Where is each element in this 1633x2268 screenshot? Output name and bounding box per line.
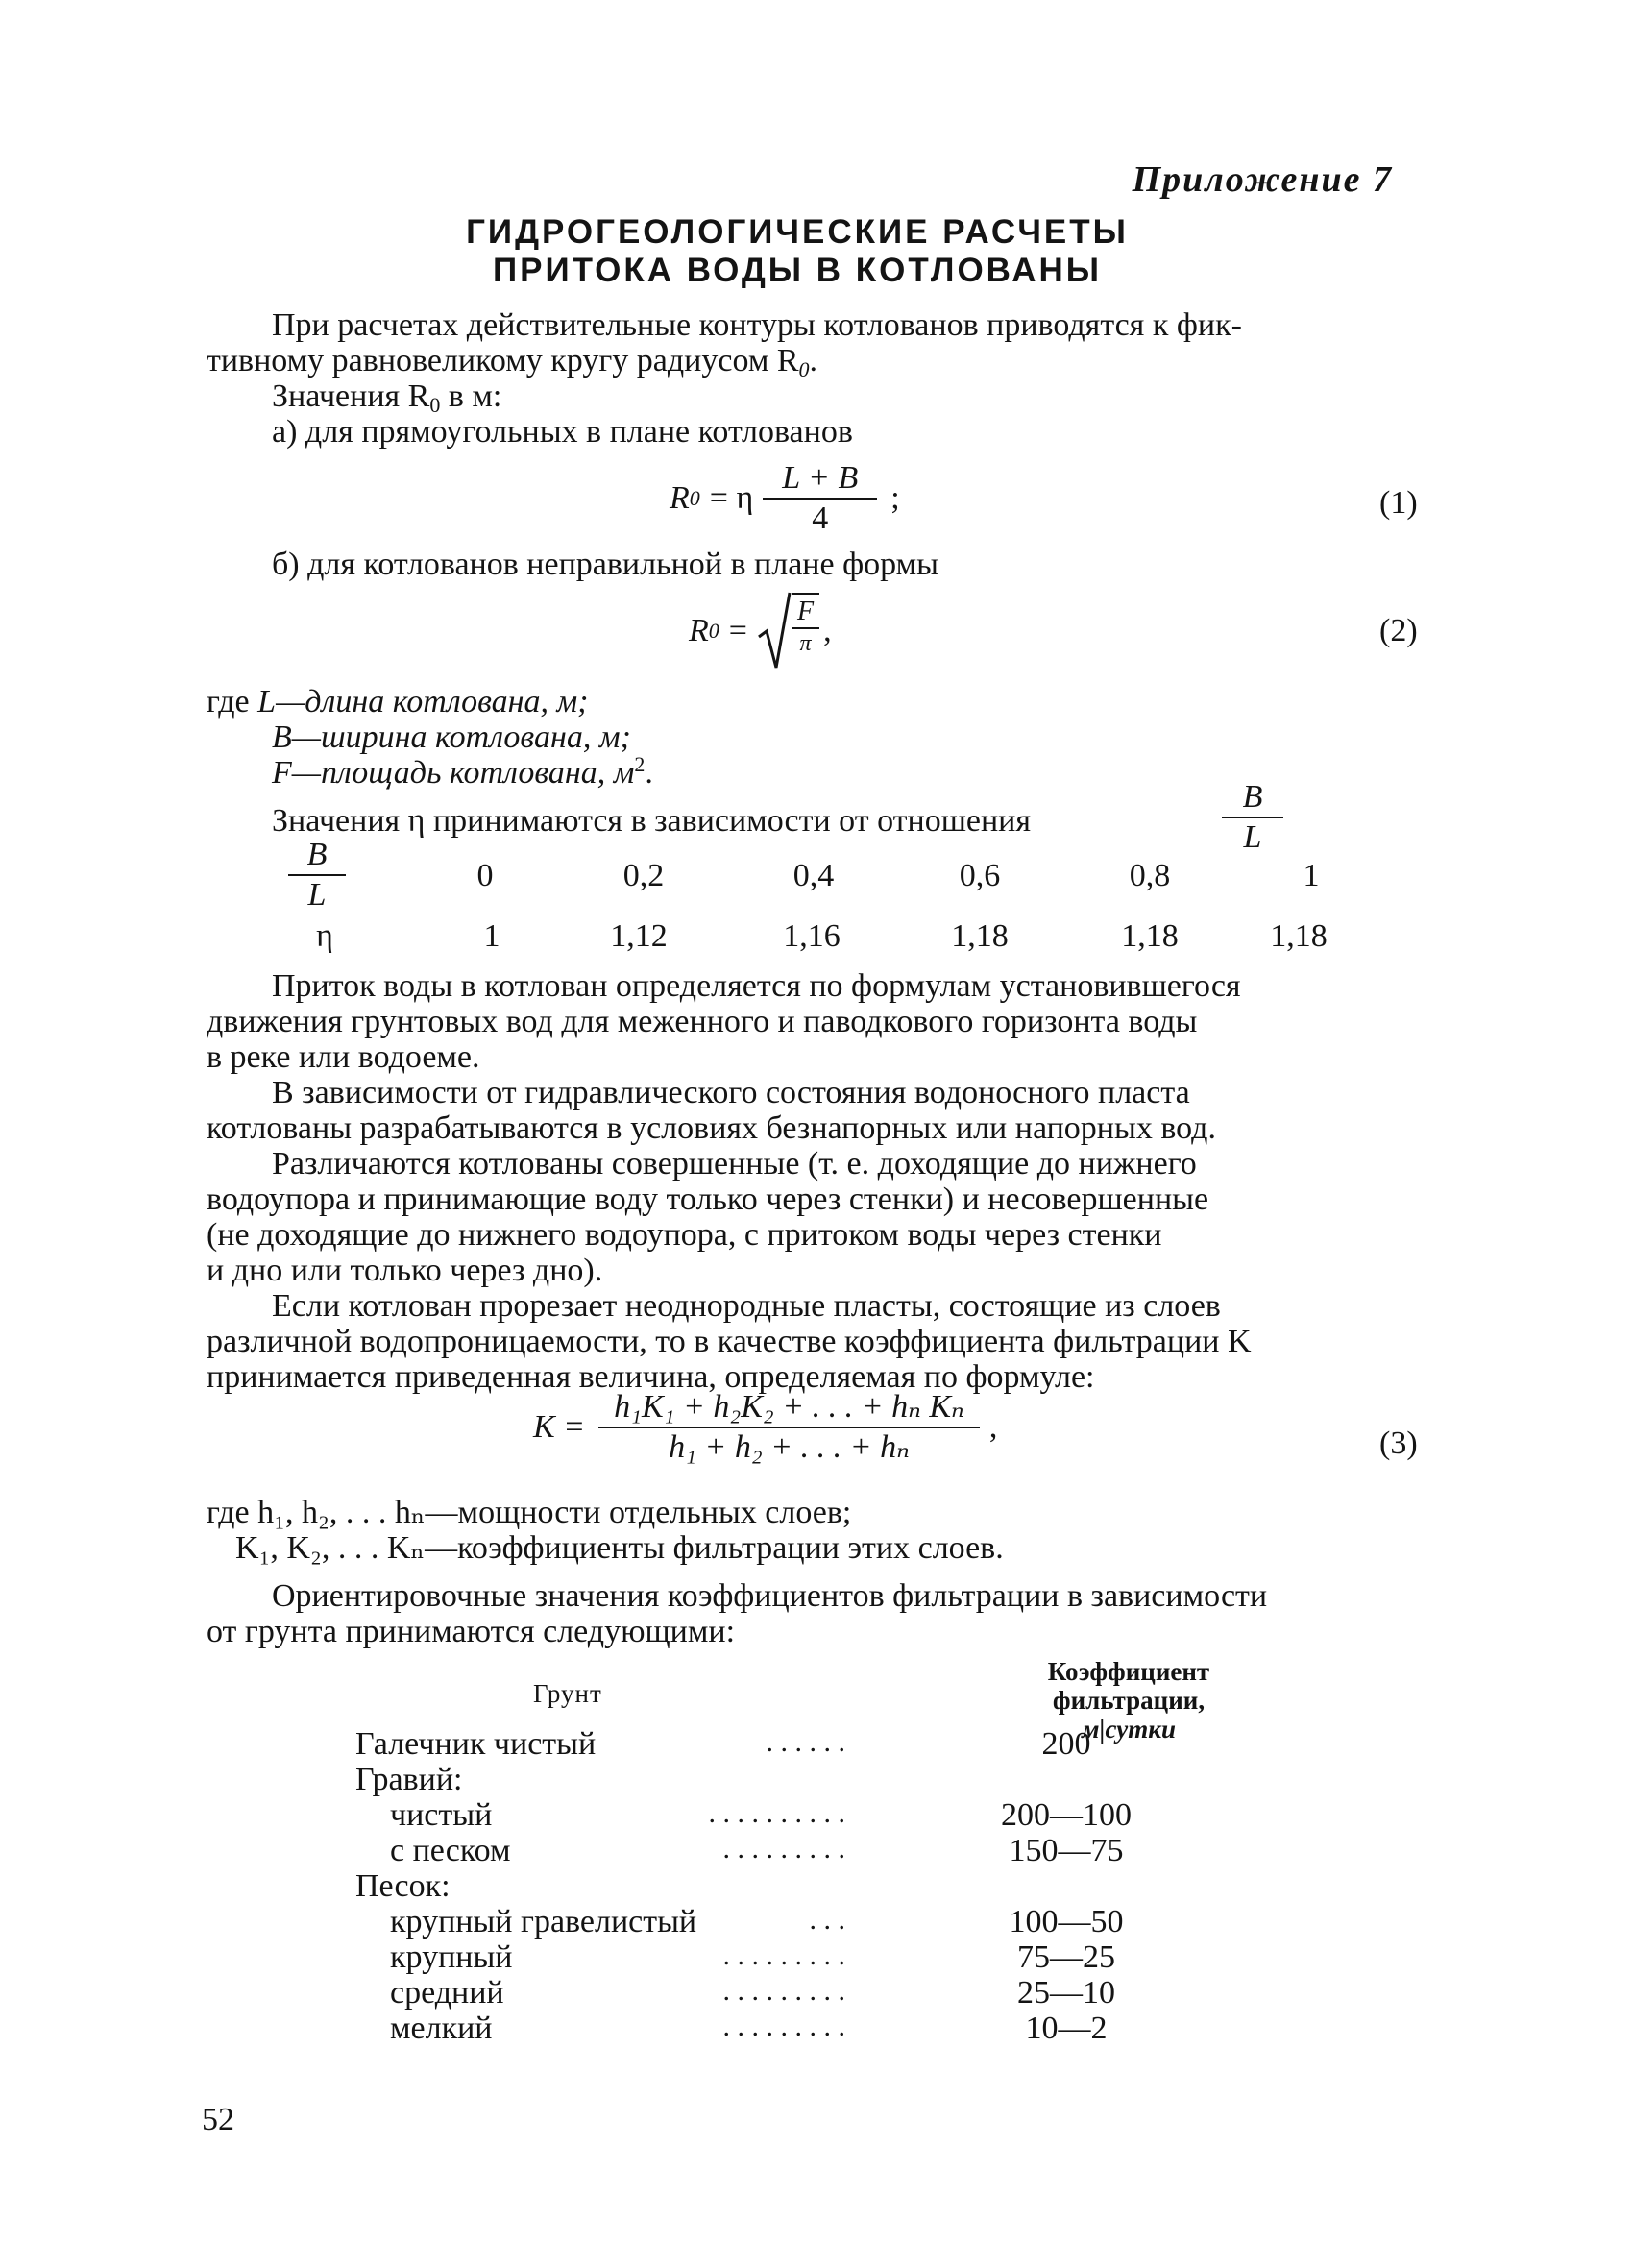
soil-coefficient: 200—100 xyxy=(1001,1797,1132,1833)
text-line: водоупора и принимающие воду только через стенки) и несовершенные xyxy=(207,1182,1209,1217)
formula-3-denominator: h₁ + h₂ + . . . + hₙ xyxy=(669,1429,910,1465)
soil-coefficient: 200 xyxy=(1041,1726,1091,1762)
text-line: Ориентировочные значения коэффициентов фильтрации в зависимости xyxy=(272,1578,1268,1614)
soil-table-row xyxy=(355,1939,1220,1975)
page-number: 52 xyxy=(202,2102,234,2137)
intro-line-1: При расчетах действительные контуры котлованов приводятся к фик- xyxy=(272,307,1242,343)
text-line: Если котлован прорезает неоднородные пласты, состоящие из слоев xyxy=(272,1288,1221,1324)
formula-2-lhs: R xyxy=(689,613,709,648)
ratio-denominator: L xyxy=(1243,819,1262,855)
formula-3 xyxy=(533,1388,997,1467)
text-line: принимается приведенная величина, определяемая по формуле: xyxy=(207,1359,1095,1395)
definition-h: где h₁, h₂, . . . hₙ—мощности отдельных слоев; xyxy=(207,1495,852,1530)
title-line-1: ГИДРОГЕОЛОГИЧЕСКИЕ РАСЧЕТЫ xyxy=(466,213,1129,251)
soil-name: крупный xyxy=(390,1939,513,1975)
eta-row-label: η xyxy=(316,918,333,954)
soil-name: Песок: xyxy=(355,1868,451,1904)
page-title xyxy=(317,213,1278,290)
soil-name: Галечник чистый xyxy=(355,1726,597,1762)
formula-1-tail: ; xyxy=(890,480,900,516)
table-ratio-denominator: L xyxy=(307,877,327,913)
intro-line-2: тивному равновеликому кругу радиусом $R_0$. xyxy=(207,343,818,381)
definition-L xyxy=(207,684,589,719)
soil-table-col1-header: Грунт xyxy=(533,1679,602,1708)
leader-dots: . . . . . . . . . . xyxy=(708,1797,845,1829)
eta-table-ratio-header xyxy=(288,836,346,915)
intro-line-2-text: тивному равновеликому кругу радиусом R xyxy=(207,343,799,378)
formula-1-fraction xyxy=(763,459,877,538)
radical-sign xyxy=(757,591,792,671)
formula-3-tail: , xyxy=(988,1409,998,1445)
formula-1-lhs: R xyxy=(670,480,690,516)
paragraph-inflow xyxy=(207,968,1431,1075)
text-line: движения грунтовых вод для меженного и паводкового горизонта воды xyxy=(207,1004,1198,1039)
definition-F-text: F—площадь котлована, м xyxy=(272,755,635,791)
title-line-2: ПРИТОКА ВОДЫ В КОТЛОВАНЫ xyxy=(492,252,1103,289)
leader-dots: . . . . . . . . . xyxy=(722,1975,845,2007)
leader-dots: . . . . . . . . . xyxy=(722,1939,845,1971)
eta-sentence: Значения η принимаются в зависимости от отношения xyxy=(272,803,1032,839)
text-line: в реке или водоеме. xyxy=(207,1039,480,1075)
ratio-cell: 0,6 xyxy=(959,858,1001,893)
leader-dots: . . . xyxy=(809,1904,845,1936)
soil-coefficient: 150—75 xyxy=(1009,1833,1124,1868)
ro-values-text: Значения R xyxy=(272,378,430,414)
soil-table-row xyxy=(355,1868,1220,1904)
soil-coefficient: 25—10 xyxy=(1017,1975,1115,2011)
paragraph-approx xyxy=(207,1578,1431,1649)
item-b: б) для котлованов неправильной в плане формы xyxy=(272,547,938,582)
paragraph-layers xyxy=(207,1288,1431,1395)
ro-values-unit: в м: xyxy=(440,378,502,414)
definition-B: B—ширина котлована, м; xyxy=(272,719,631,755)
ratio-numerator: B xyxy=(1242,779,1263,815)
text-line: котлованы разрабатываются в условиях безнапорных или напорных вод. xyxy=(207,1110,1216,1146)
soil-name: мелкий xyxy=(390,2011,493,2046)
definition-L-text: L—длина котлована, м; xyxy=(257,684,589,719)
formula-1-denominator: 4 xyxy=(812,500,829,536)
formula-2-numerator: F xyxy=(796,597,815,626)
soil-name: чистый xyxy=(390,1797,493,1833)
text-line: различной водопроницаемости, то в качестве коэффициента фильтрации K xyxy=(207,1324,1252,1359)
paragraph-hydraulic xyxy=(207,1075,1431,1146)
eta-cell: 1 xyxy=(483,918,500,954)
ratio-cell: 0,4 xyxy=(792,858,835,893)
text-line: от грунта принимаются следующими: xyxy=(207,1614,736,1649)
ro-values-line: Значения $R_0$ в м: xyxy=(272,378,502,417)
soil-table-row xyxy=(355,1833,1220,1868)
eta-sentence-ratio xyxy=(1222,778,1283,857)
soil-coefficient: 10—2 xyxy=(1025,2011,1108,2046)
formula-2-eq: = xyxy=(728,613,747,648)
paragraph-types xyxy=(207,1146,1431,1288)
table-ratio-fraction xyxy=(288,836,346,915)
formula-3-lhs: K = xyxy=(533,1409,586,1445)
text-line: В зависимости от гидравлического состояния водоносного пласта xyxy=(272,1075,1190,1110)
soil-name: с песком xyxy=(390,1833,511,1868)
eta-cell: 1,18 xyxy=(1270,918,1328,954)
definition-F xyxy=(272,752,653,791)
eta-cell: 1,18 xyxy=(951,918,1009,954)
ratio-cell: 1 xyxy=(1303,858,1320,893)
formula-2-number: (2) xyxy=(1379,613,1418,648)
text-line: Приток воды в котлован определяется по формулам установившегося xyxy=(272,968,1241,1004)
formula-2-denominator: π xyxy=(799,631,812,656)
leader-dots: . . . . . . xyxy=(766,1726,845,1758)
definition-K: K₁, K₂, . . . Kₙ—коэффициенты фильтрации этих слоев. xyxy=(235,1530,1004,1566)
text-line: Различаются котлованы совершенные (т. е. доходящие до нижнего xyxy=(272,1146,1197,1182)
text-line: и дно или только через дно). xyxy=(207,1253,603,1288)
definition-F-sup: 2 xyxy=(634,752,646,776)
formula-3-numerator: h₁K₁ + h₂K₂ + . . . + hₙ Kₙ xyxy=(614,1389,964,1425)
formula-2-tail: , xyxy=(823,613,832,648)
formula-3-number: (3) xyxy=(1379,1426,1418,1461)
eta-cell: 1,18 xyxy=(1121,918,1179,954)
soil-name: средний xyxy=(390,1975,504,2011)
appendix-label: Приложение 7 xyxy=(1132,159,1393,200)
formula-2: R 0 = $\frac{F}{\pi}$ , xyxy=(689,591,832,671)
soil-table-row xyxy=(355,1975,1220,2011)
formula-1-numerator: L + B xyxy=(782,460,859,496)
table-ratio-numerator: B xyxy=(306,837,328,872)
eta-cell: 1,12 xyxy=(610,918,668,954)
soil-coefficient: 75—25 xyxy=(1017,1939,1115,1975)
eta-cell: 1,16 xyxy=(783,918,841,954)
text-line: (не доходящие до нижнего водоупора, с притоком воды через стенки xyxy=(207,1217,1162,1253)
formula-1: R 0 = η $\frac{L + B}{4}$ ; xyxy=(670,460,900,536)
ratio-cell: 0,2 xyxy=(622,858,665,893)
definition-F-end: . xyxy=(645,755,653,791)
soil-table-row xyxy=(355,2011,1220,2046)
formula-3-fraction xyxy=(598,1388,980,1467)
soil-name: крупный гравелистый xyxy=(390,1904,697,1939)
leader-dots: . . . . . . . . . xyxy=(722,2011,845,2042)
ratio-cell: 0,8 xyxy=(1129,858,1171,893)
col2-header-line2: м|сутки xyxy=(1082,1715,1176,1744)
ratio-fraction xyxy=(1222,778,1283,857)
formula-1-eta: = η xyxy=(709,480,754,516)
formula-1-number: (1) xyxy=(1379,485,1418,521)
radicand xyxy=(792,593,819,658)
item-a: а) для прямоугольных в плане котлованов xyxy=(272,414,853,450)
ratio-cell: 0 xyxy=(476,858,494,893)
formula-2-fraction xyxy=(792,597,819,658)
soil-name: Гравий: xyxy=(355,1762,463,1797)
col2-header-line1: Коэффициент фильтрации, xyxy=(1047,1657,1210,1715)
soil-table-row xyxy=(355,1904,1220,1939)
soil-coefficient: 100—50 xyxy=(1009,1904,1124,1939)
soil-table-row xyxy=(355,1797,1220,1833)
soil-table-row xyxy=(355,1762,1220,1797)
leader-dots: . . . . . . . . . xyxy=(722,1833,845,1865)
soil-table-row xyxy=(355,1726,1220,1762)
where-word: где xyxy=(207,684,250,719)
